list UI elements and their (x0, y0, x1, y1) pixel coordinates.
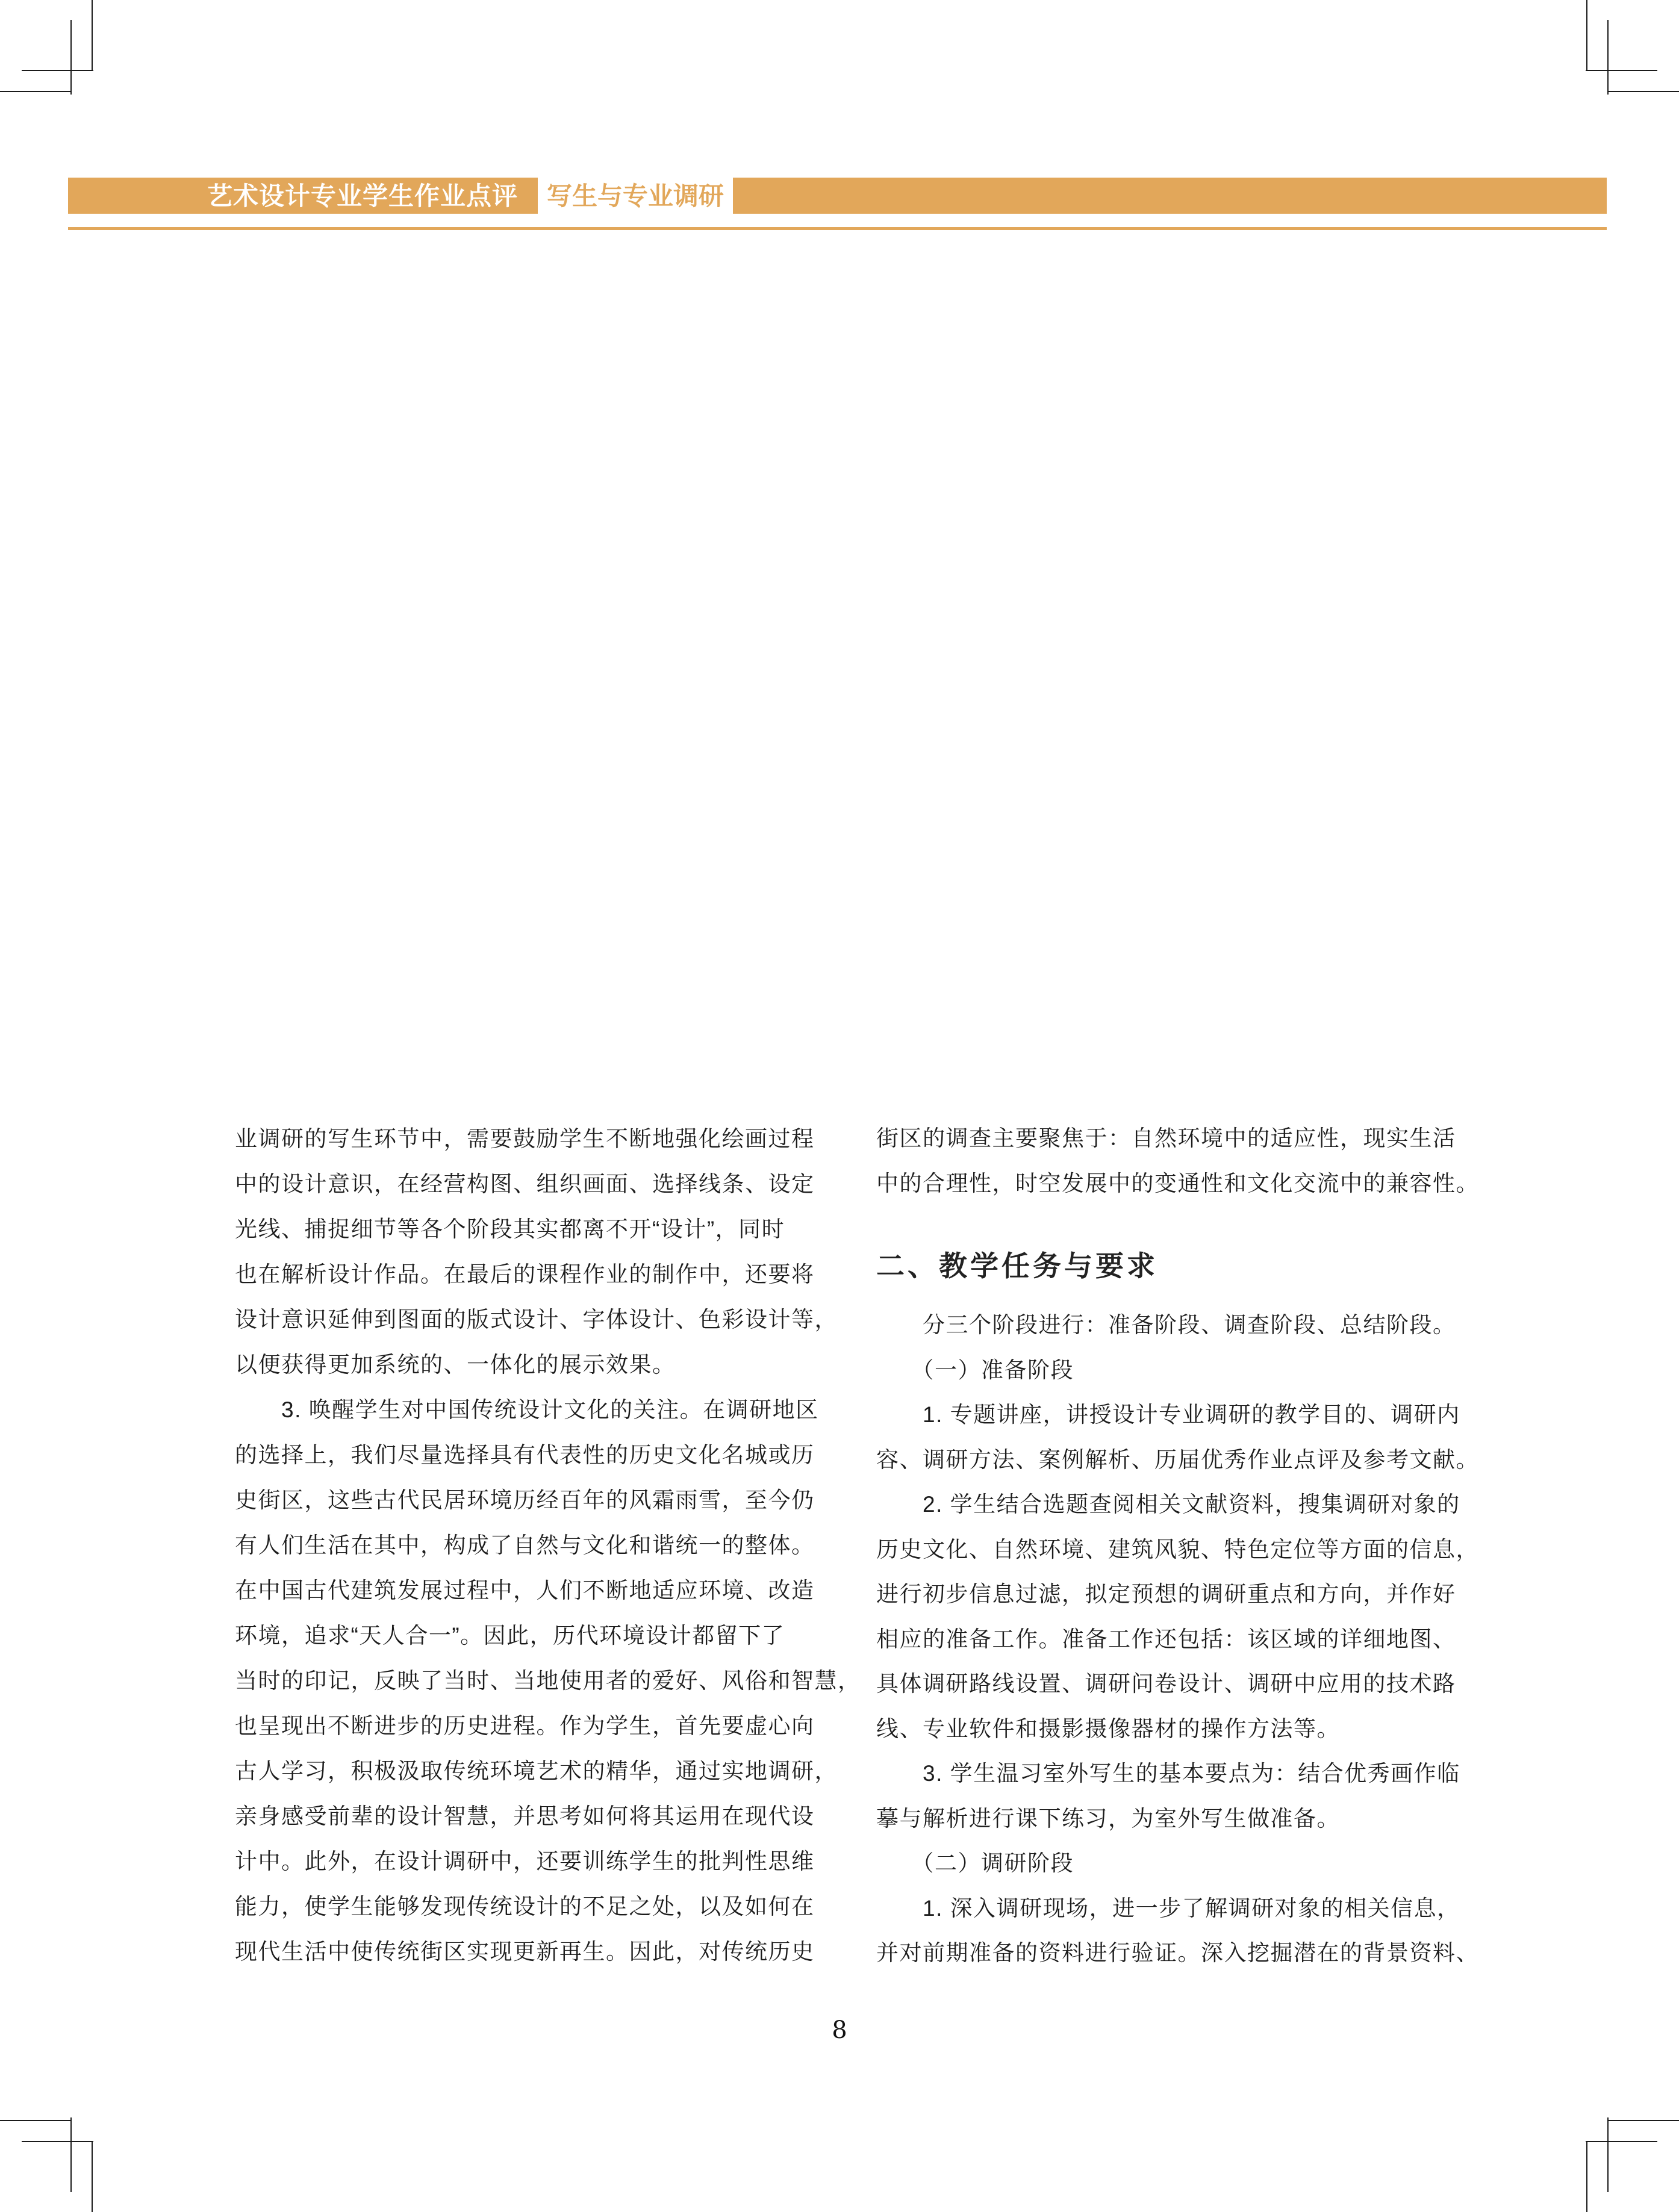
text-line: 1. 深入调研现场，进一步了解调研对象的相关信息， (876, 1895, 1460, 1921)
text-line: 容、调研方法、案例解析、历届优秀作业点评及参考文献。 (876, 1447, 1479, 1472)
text-line: 2. 学生结合选题查阅相关文献资料，搜集调研对象的 (876, 1492, 1460, 1517)
text-line: （一）准备阶段 (876, 1357, 1074, 1382)
text-line: 古人学习，积极汲取传统环境艺术的精华，通过实地调研， (235, 1759, 838, 1783)
crop-mark (22, 70, 93, 71)
text-line: 并对前期准备的资料进行验证。深入挖掘潜在的背景资料、 (876, 1940, 1479, 1965)
crop-mark (1586, 2142, 1587, 2212)
text-line: 摹与解析进行课下练习，为室外写生做准备。 (876, 1806, 1340, 1831)
text-line: 亲身感受前辈的设计智慧，并思考如何将其运用在现代设 (235, 1804, 815, 1828)
text-line: 能力，使学生能够发现传统设计的不足之处，以及如何在 (235, 1894, 815, 1919)
crop-mark (1607, 20, 1609, 95)
text-line: 光线、捕捉细节等各个阶段其实都离不开“设计”，同时 (235, 1217, 785, 1241)
crop-mark (1586, 0, 1587, 70)
text-line: 在中国古代建筑发展过程中，人们不断地适应环境、改造 (235, 1578, 815, 1603)
text-line: 业调研的写生环节中，需要鼓励学生不断地强化绘画过程 (235, 1126, 815, 1151)
crop-mark (70, 2117, 72, 2192)
text-line: 当时的印记，反映了当时、当地使用者的爱好、风俗和智慧， (235, 1668, 861, 1693)
text-line: 相应的准备工作。准备工作还包括：该区域的详细地图、 (876, 1626, 1456, 1651)
section-heading: 二、教学任务与要求 (876, 1250, 1158, 1282)
crop-mark (1607, 2117, 1609, 2192)
text-line: 中的合理性，时空发展中的变通性和文化交流中的兼容性。 (876, 1170, 1479, 1196)
text-line: 线、专业软件和摄影摄像器材的操作方法等。 (876, 1716, 1340, 1741)
text-line: 环境，追求“天人合一”。因此，历代环境设计都留下了 (235, 1623, 785, 1648)
crop-mark (22, 2141, 93, 2142)
text-line: 3. 唤醒学生对中国传统设计文化的关注。在调研地区 (235, 1397, 819, 1422)
text-line: 计中。此外，在设计调研中，还要训练学生的批判性思维 (235, 1849, 815, 1874)
crop-mark (92, 2142, 93, 2212)
header-rule (68, 227, 1607, 230)
text-line: 3. 学生温习室外写生的基本要点为：结合优秀画作临 (876, 1761, 1460, 1786)
crop-mark (1608, 2120, 1679, 2121)
crop-mark (92, 0, 93, 70)
text-line: 街区的调查主要聚焦于：自然环境中的适应性，现实生活 (876, 1126, 1456, 1151)
text-line: 以便获得更加系统的、一体化的展示效果。 (235, 1352, 676, 1377)
text-line: 有人们生活在其中，构成了自然与文化和谐统一的整体。 (235, 1533, 815, 1558)
crop-mark (1586, 70, 1657, 71)
crop-mark (1608, 91, 1679, 92)
text-line: 中的设计意识，在经营构图、组织画面、选择线条、设定 (235, 1172, 815, 1196)
left-text-column (235, 1116, 861, 1974)
header-chapter-title: 写生与专业调研 (538, 178, 733, 214)
text-line: 1. 专题讲座，讲授设计专业调研的教学目的、调研内 (876, 1402, 1460, 1427)
text-line: 的选择上，我们尽量选择具有代表性的历史文化名城或历 (235, 1443, 815, 1467)
header-book-title-bar: 艺术设计专业学生作业点评 (68, 178, 538, 214)
header-accent-bar (733, 178, 1607, 214)
text-line: 也呈现出不断进步的历史进程。作为学生，首先要虚心向 (235, 1713, 815, 1738)
crop-mark (0, 91, 71, 92)
right-text-column (876, 1116, 1479, 1976)
text-line: 现代生活中使传统街区实现更新再生。因此，对传统历史 (235, 1939, 815, 1964)
text-line: 具体调研路线设置、调研问卷设计、调研中应用的技术路 (876, 1671, 1456, 1696)
text-line: 设计意识延伸到图面的版式设计、字体设计、色彩设计等， (235, 1307, 838, 1332)
crop-mark (0, 2120, 71, 2121)
text-line: 进行初步信息过滤，拟定预想的调研重点和方向，并作好 (876, 1582, 1456, 1606)
text-line: 历史文化、自然环境、建筑风貌、特色定位等方面的信息， (876, 1536, 1479, 1562)
crop-mark (70, 20, 72, 95)
text-line: 分三个阶段进行：准备阶段、调查阶段、总结阶段。 (876, 1313, 1456, 1337)
text-line: 也在解析设计作品。在最后的课程作业的制作中，还要将 (235, 1262, 815, 1287)
page-number: 8 (832, 2016, 847, 2044)
text-line: （二）调研阶段 (876, 1851, 1074, 1875)
crop-mark (1586, 2141, 1657, 2142)
text-line: 史街区，这些古代民居环境历经百年的风霜雨雪，至今仍 (235, 1488, 815, 1512)
